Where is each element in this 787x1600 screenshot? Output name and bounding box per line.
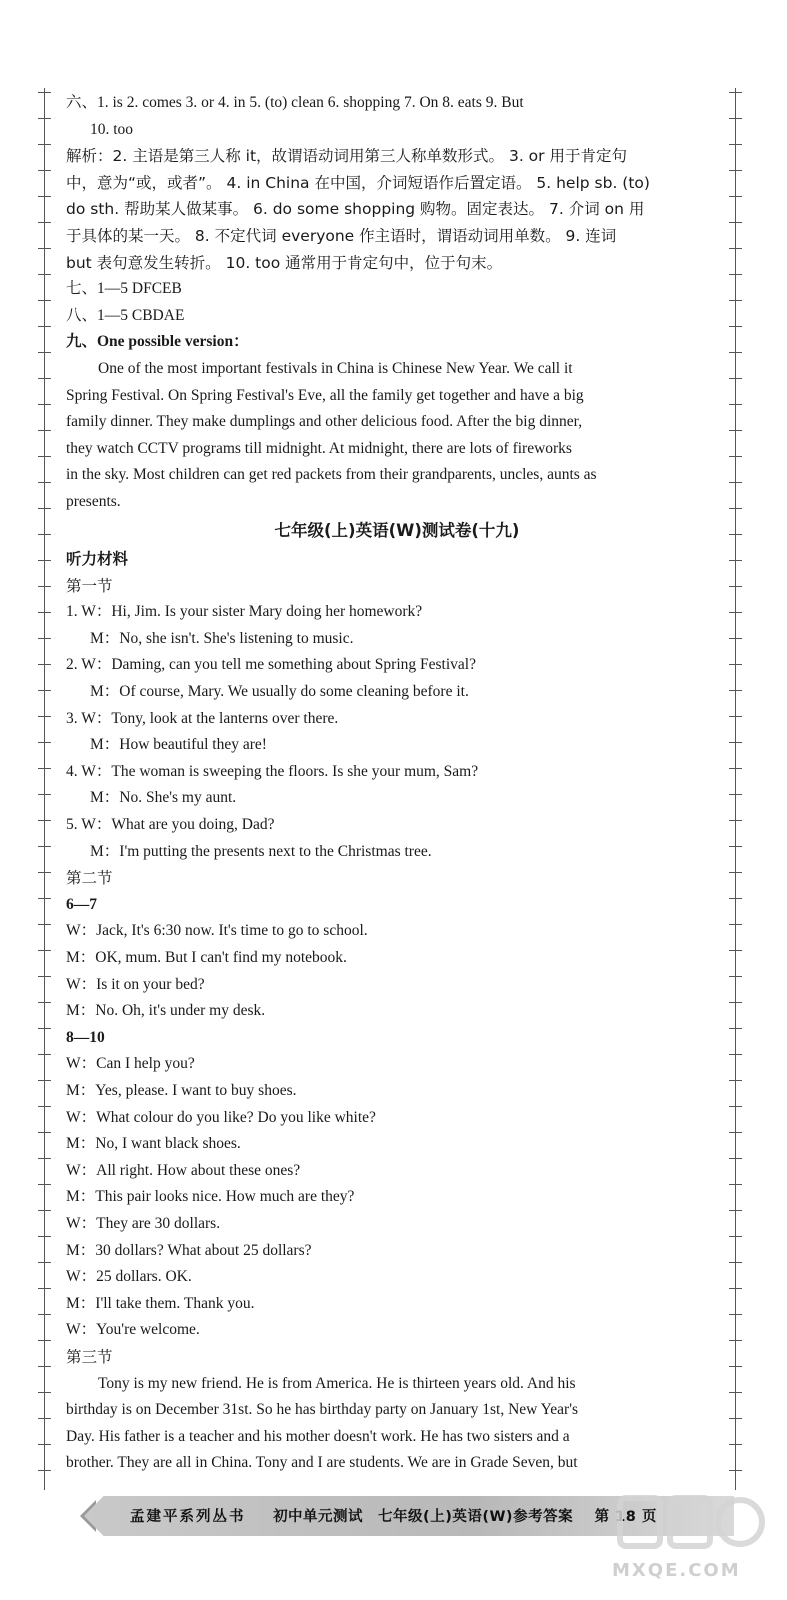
analysis-block (66, 143, 728, 276)
analysis-line: 解析：2. 主语是第三人称 it，故谓语动词用第三人称单数形式。 3. or 用于肯定句 (66, 147, 627, 166)
footer-page: 第 18 页 (594, 1509, 657, 1525)
dialog-line: W：Jack, It's 6:30 now. It's time to go to school. (66, 922, 368, 940)
dialog-line: M：No, she isn't. She's listening to music. (90, 629, 354, 647)
dialog-line: M：I'm putting the presents next to the Christmas tree. (90, 842, 432, 860)
footer-series: 孟建平系列丛书 (130, 1509, 246, 1525)
footer-book: 初中单元测试 七年级(上)英语(W)参考答案 (273, 1509, 574, 1525)
essay-line: Spring Festival. On Spring Festival's Eve, all the family get together and have a big (66, 386, 584, 404)
answers-section-6-line2: 10. too (90, 120, 134, 138)
footer-text (130, 1505, 657, 1526)
passage-line: Tony is my new friend. He is from America. He is thirteen years old. And his (98, 1374, 576, 1392)
essay-line: in the sky. Most children can get red packets from their grandparents, uncles, aunts as (66, 466, 597, 484)
dialog-line: W：All right. How about these ones? (66, 1161, 301, 1179)
group-8-10-heading: 8—10 (66, 1028, 105, 1046)
group-6-7-heading: 6—7 (66, 895, 97, 913)
analysis-line: 中，意为“或，或者”。 4. in China 在中国，介词短语作后置定语。 5. help sb. (to) (66, 173, 650, 192)
dialog-line: 2. W：Daming, can you tell me something about Spring Festival? (66, 656, 476, 674)
answers-section-8: 八、1—5 CBDAE (66, 306, 185, 324)
dialog-line: 5. W：What are you doing, Dad? (66, 816, 275, 834)
dialog-line: W：Can I help you? (66, 1055, 195, 1073)
dialog-line: W：You're welcome. (66, 1321, 200, 1339)
dialog-line: M：No. She's my aunt. (90, 789, 237, 807)
essay-line: family dinner. They make dumplings and other delicious food. After the big dinner, (66, 413, 583, 431)
essay-line: they watch CCTV programs till midnight. At midnight, there are lots of fireworks (66, 439, 572, 457)
dialog-line: M：This pair looks nice. How much are they? (66, 1188, 355, 1206)
dialog-line: 4. W：The woman is sweeping the floors. Is she your mum, Sam? (66, 762, 479, 780)
dialog-line: M：OK, mum. But I can't find my notebook. (66, 949, 347, 966)
dialog-line: M：Yes, please. I want to buy shoes. (66, 1081, 297, 1099)
dialog-line: M：How beautiful they are! (90, 736, 267, 754)
dialog-line: W：25 dollars. OK. (66, 1268, 192, 1286)
page-content (66, 90, 728, 1477)
part1-heading: 第一节 (66, 576, 113, 595)
dialog-line: 1. W：Hi, Jim. Is your sister Mary doing her homework? (66, 603, 423, 621)
dialog-8-10 (66, 1051, 728, 1344)
dialog-line: 3. W：Tony, look at the lanterns over there. (66, 709, 339, 727)
test-title: 七年级(上)英语(W)测试卷(十九) (274, 520, 520, 540)
right-binding-ticks (729, 92, 742, 1488)
passage-line: Day. His father is a teacher and his mother doesn't work. He has two sisters and a (66, 1427, 570, 1445)
dialog-line: M：I'll take them. Thank you. (66, 1294, 255, 1312)
dialog-line: W：Is it on your bed? (66, 975, 205, 993)
dialog-line: W：They are 30 dollars. (66, 1214, 221, 1232)
essay-line: One of the most important festivals in China is Chinese New Year. We call it (98, 359, 573, 377)
listening-heading: 听力材料 (66, 550, 129, 569)
part2-heading: 第二节 (66, 869, 113, 888)
answers-section-9-heading: 九、One possible version： (66, 333, 249, 351)
analysis-line: but 表句意发生转折。 10. too 通常用于肯定句中，位于句末。 (66, 253, 503, 272)
part3-passage (66, 1371, 728, 1477)
sample-essay (66, 356, 728, 516)
analysis-line: do sth. 帮助某人做某事。 6. do some shopping 购物。固定表达。 7. 介词 on 用 (66, 200, 645, 219)
dialog-line: M：30 dollars? What about 25 dollars? (66, 1241, 312, 1259)
passage-line: brother. They are all in China. Tony and I are students. We are in Grade Seven, but (66, 1454, 578, 1472)
passage-line: birthday is on December 31st. So he has birthday party on January 1st, New Year's (66, 1401, 579, 1419)
left-binding-ticks (38, 92, 51, 1488)
dialog-line: M：No. Oh, it's under my desk. (66, 1002, 266, 1020)
essay-line: presents. (66, 492, 121, 510)
part3-heading: 第三节 (66, 1347, 113, 1366)
part1-dialogs (66, 599, 728, 865)
answers-section-6-line1: 六、1. is 2. comes 3. or 4. in 5. (to) clean 6. shopping 7. On 8. eats 9. But (66, 94, 524, 111)
watermark-text: MXQE.COM (612, 1560, 741, 1581)
dialog-line: M：No, I want black shoes. (66, 1135, 241, 1153)
analysis-line: 于具体的某一天。 8. 不定代词 everyone 作主语时，谓语动词用单数。 9. 连词 (66, 226, 617, 245)
dialog-6-7 (66, 918, 728, 1024)
dialog-line: M：Of course, Mary. We usually do some cleaning before it. (90, 683, 469, 701)
answers-section-7: 七、1—5 DFCEB (66, 280, 182, 298)
dialog-line: W：What colour do you like? Do you like white? (66, 1108, 376, 1126)
